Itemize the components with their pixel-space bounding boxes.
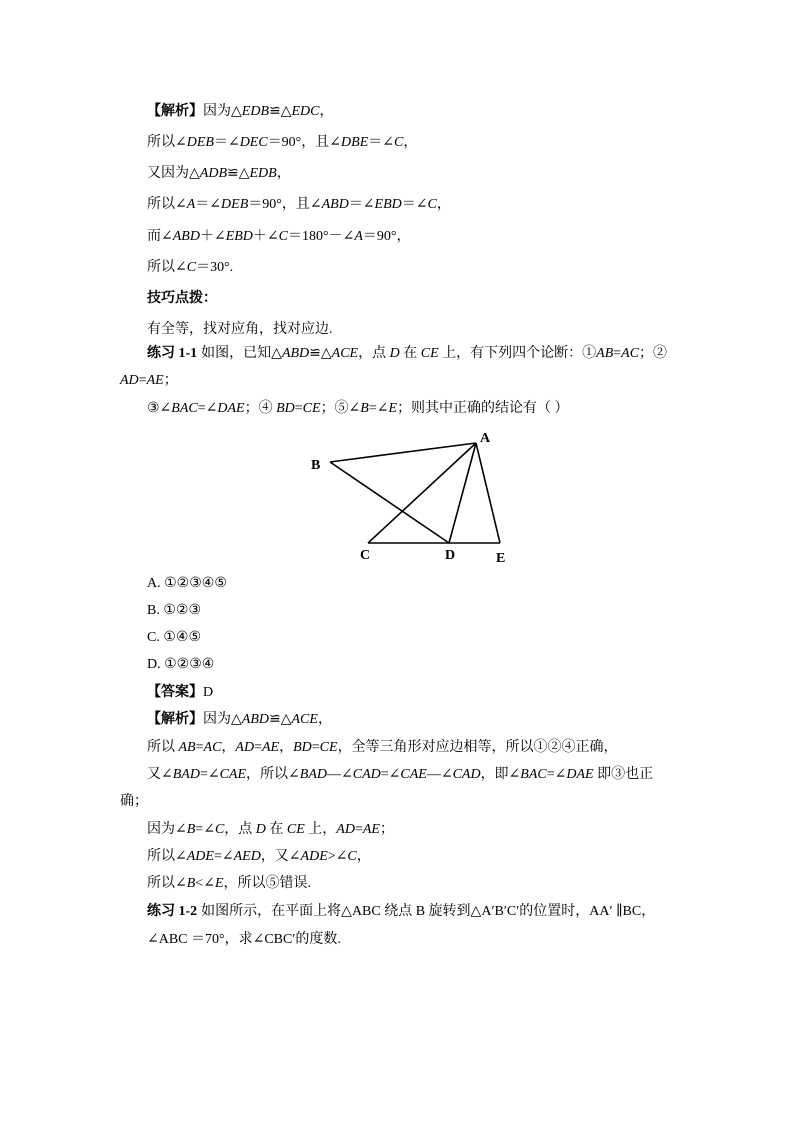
math-variable: CAE (219, 767, 247, 782)
point-label-a: A (480, 431, 491, 446)
point-label-d: D (445, 548, 456, 563)
point-label-b: B (311, 458, 321, 473)
point-label-e: E (496, 551, 506, 566)
math-variable: AED (233, 849, 261, 864)
math-variable: CAD (352, 767, 381, 782)
math-variable: AD (336, 822, 355, 837)
point-label-c: C (360, 548, 371, 563)
math-variable: ADE (186, 849, 214, 864)
math-variable: ADE (300, 849, 328, 864)
math-variable: BAD (172, 767, 200, 782)
math-variable: AE (362, 822, 380, 837)
exercise-1-2-text: 如图所示，在平面上将△ABC 绕点 B 旋转到△A′B′C′的位置时，AA′ ∥BC， (201, 904, 656, 919)
analysis-1-line-5: 而∠ABD＋∠EBD＋∠C＝180°－∠A＝90°， (147, 229, 411, 244)
math-variable: C (393, 135, 404, 150)
option-d: D. ①②③④ (147, 657, 215, 672)
math-variable: DEB (221, 197, 249, 212)
math-variable: BD (276, 401, 295, 416)
analysis-label: 【解析】 (147, 104, 203, 119)
math-variable: CAE (400, 767, 427, 782)
exercise-1-1-line-3: ③∠BAC=∠DAE；④ BD=CE；⑤∠B=∠E；则其中正确的结论有（ ） (147, 401, 569, 416)
math-variable: D (255, 822, 266, 837)
option-b: B. ①②③ (147, 603, 201, 618)
exercise-1-1-label: 练习 1-1 (147, 346, 198, 361)
segment-ae (476, 443, 500, 543)
math-variable: AB (596, 346, 614, 361)
math-variable: AB (178, 740, 196, 755)
exercise-1-1-question (147, 344, 667, 364)
analysis-1-line-4: 所以∠A＝∠DEB＝90°，且∠ABD＝∠EBD＝∠C， (147, 197, 451, 212)
segment-bd (330, 462, 449, 543)
exercise-1-2-question (147, 902, 655, 922)
math-variable: CE (302, 401, 321, 416)
math-variable: EBD (225, 229, 253, 244)
tip-text: 有全等，找对应角，找对应边. (147, 322, 333, 337)
analysis-2-label: 【解析】 (147, 712, 203, 727)
math-variable: EDB (249, 166, 277, 181)
math-variable: BAC (171, 401, 198, 416)
segment-ba (330, 443, 476, 462)
math-variable: DEB (186, 135, 214, 150)
analysis-2-line-6: 所以∠ADE=∠AED，又∠ADE>∠C， (147, 849, 371, 864)
math-variable: BD (293, 740, 312, 755)
math-variable: D (389, 346, 400, 361)
analysis-1-line-1 (147, 102, 334, 122)
math-variable: AD (120, 373, 139, 388)
analysis-text: 因为△EDB≌△EDC， (203, 104, 334, 119)
math-variable: BAD (299, 767, 327, 782)
math-variable: CAD (452, 767, 481, 782)
math-variable: DAE (217, 401, 245, 416)
math-variable: ADB (199, 166, 227, 181)
math-variable: ACE (291, 712, 318, 727)
math-variable: AD (235, 740, 255, 755)
analysis-1-line-3: 又因为△ADB≌△EDB， (147, 166, 291, 181)
math-variable: C (186, 260, 197, 275)
math-variable: ABD (321, 197, 349, 212)
math-variable: ABD (241, 712, 269, 727)
exercise-1-1-text: 如图，已知△ABD≌△ACE，点 D 在 CE 上，有下列四个论断：①AB=AC；② (201, 346, 668, 361)
math-variable: C (278, 229, 288, 244)
analysis-2-text: 因为△ABD≌△ACE， (203, 712, 332, 727)
math-variable: AE (261, 740, 280, 755)
math-variable: B (186, 876, 196, 891)
exercise-1-2-line-2: ∠ABC ＝70°，求∠CBC′的度数. (147, 932, 341, 947)
math-variable: CE (319, 740, 338, 755)
math-variable: E (388, 401, 398, 416)
analysis-1-line-6: 所以∠C＝30°. (147, 260, 234, 275)
exercise-1-2-label: 练习 1-2 (147, 904, 198, 919)
math-variable: C (347, 849, 357, 864)
math-variable: B (360, 401, 369, 416)
math-variable: EDB (241, 104, 269, 119)
math-variable: ABD (281, 346, 310, 361)
analysis-1-line-2: 所以∠DEB＝∠DEC＝90°，且∠DBE＝∠C， (147, 135, 418, 150)
math-variable: AE (146, 373, 164, 388)
analysis-2-line-5: 因为∠B=∠C，点 D 在 CE 上，AD=AE； (147, 822, 394, 837)
answer-label: 【答案】 (147, 685, 203, 700)
tip-title: 技巧点拨： (147, 291, 217, 306)
math-variable: ACE (331, 346, 359, 361)
analysis-2-line-3: 又∠BAD=∠CAE，所以∠BAD—∠CAD=∠CAE—∠CAD，即∠BAC=∠DAE 即③也正 (147, 767, 654, 782)
math-variable: AC (621, 346, 640, 361)
math-variable: DBE (341, 135, 369, 150)
option-c: C. ①④⑤ (147, 630, 201, 645)
math-variable: EBD (374, 197, 402, 212)
math-variable: A (186, 197, 196, 212)
analysis-2-line-1 (147, 710, 332, 730)
option-a: A. ①②③④⑤ (147, 576, 227, 591)
math-variable: E (214, 876, 224, 891)
math-variable: DAE (566, 767, 594, 782)
math-variable: AC (203, 740, 222, 755)
analysis-2-line-2: 所以 AB=AC，AD=AE，BD=CE，全等三角形对应边相等，所以①②④正确， (147, 740, 618, 755)
math-variable: A (354, 229, 363, 244)
math-variable: EDC (291, 104, 320, 119)
math-variable: DEC (239, 135, 268, 150)
analysis-2-line-7: 所以∠B<∠E，所以⑤错误. (147, 876, 311, 891)
answer-line (147, 683, 213, 703)
math-variable: B (186, 822, 196, 837)
segment-ad (449, 443, 476, 543)
triangle-figure (300, 425, 520, 570)
math-variable: C (427, 197, 437, 212)
math-variable: ABD (172, 229, 200, 244)
math-variable: CE (420, 346, 439, 361)
math-variable: BAC (520, 767, 547, 782)
analysis-2-line-4: 确； (120, 794, 148, 809)
answer-value: D (203, 685, 214, 700)
exercise-1-1-line-2: AD=AE； (120, 373, 178, 388)
segment-ac (368, 443, 476, 543)
math-variable: C (214, 822, 225, 837)
math-variable: CE (286, 822, 305, 837)
